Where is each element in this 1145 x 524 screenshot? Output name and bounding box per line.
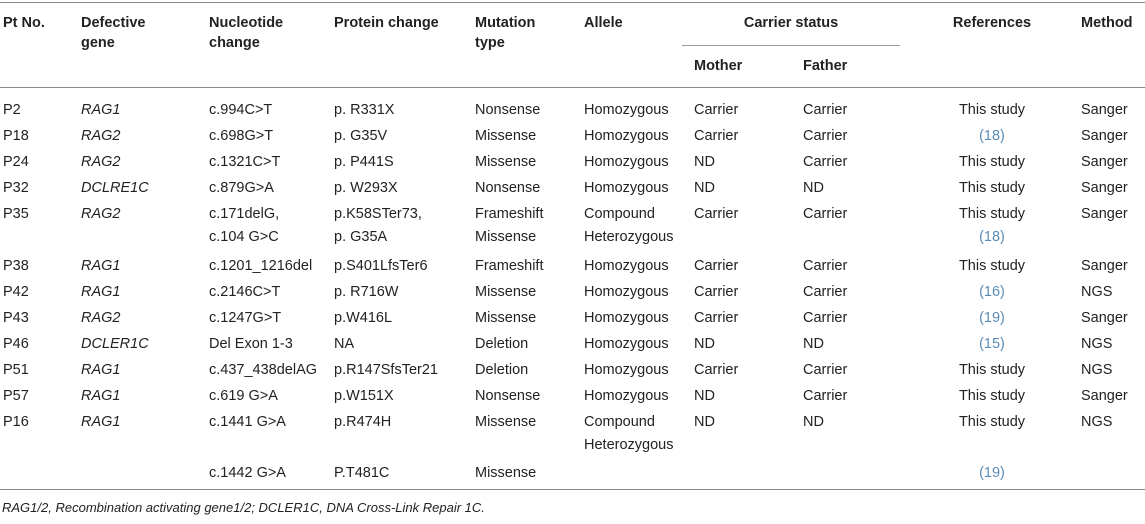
cell-reference: This study [958, 414, 1026, 430]
cell-method: Sanger [1081, 180, 1128, 196]
cell-pt-no: P24 [3, 154, 29, 170]
header-protein-change: Protein change [334, 15, 439, 31]
cell-allele: Homozygous [584, 102, 669, 118]
cell-method: Sanger [1081, 388, 1128, 404]
cell-pt-no: P46 [3, 336, 29, 352]
cell-allele: Homozygous [584, 388, 669, 404]
cell-defective-gene: RAG1 [81, 414, 121, 430]
header-defective-gene-line1: Defective [81, 15, 146, 31]
cell-allele: Compound [584, 206, 655, 222]
top-rule [0, 2, 1145, 3]
cell-protein-change: p. G35V [334, 128, 388, 144]
cell-nucleotide-change: c.104 G>C [209, 229, 279, 245]
cell-mutation-type: Missense [475, 284, 537, 300]
cell-mutation-type: Nonsense [475, 180, 541, 196]
cell-carrier-father: Carrier [803, 206, 848, 222]
cell-pt-no: P16 [3, 414, 29, 430]
cell-pt-no: P18 [3, 128, 29, 144]
cell-reference: This study [958, 258, 1026, 274]
header-mutation-type-line2: type [475, 35, 505, 51]
cell-mutation-type: Missense [475, 414, 537, 430]
cell-carrier-father: Carrier [803, 388, 848, 404]
cell-carrier-mother: Carrier [694, 310, 739, 326]
header-method: Method [1081, 15, 1133, 31]
cell-method: Sanger [1081, 206, 1128, 222]
header-nucleotide-line1: Nucleotide [209, 15, 284, 31]
cell-defective-gene: DCLER1C [81, 336, 149, 352]
carrier-status-rule [682, 45, 900, 46]
cell-mutation-type: Missense [475, 465, 537, 481]
cell-nucleotide-change: c.879G>A [209, 180, 274, 196]
cell-reference: This study [958, 102, 1026, 118]
cell-defective-gene: RAG1 [81, 102, 121, 118]
cell-defective-gene: RAG2 [81, 128, 121, 144]
cell-allele: Homozygous [584, 154, 669, 170]
cell-carrier-father: Carrier [803, 310, 848, 326]
cell-carrier-mother: ND [694, 336, 715, 352]
cell-protein-change: NA [334, 336, 355, 352]
header-mother: Mother [694, 58, 743, 74]
cell-protein-change: p.K58STer73, [334, 206, 422, 222]
header-allele: Allele [584, 15, 623, 31]
cell-nucleotide-change: c.1442 G>A [209, 465, 286, 481]
table-bottom-rule [0, 489, 1145, 490]
cell-carrier-father: ND [803, 336, 824, 352]
cell-allele: Homozygous [584, 336, 669, 352]
header-bottom-rule [0, 87, 1145, 88]
header-mutation-type-line1: Mutation [475, 15, 536, 31]
reference-link[interactable]: (18) [979, 229, 1005, 245]
cell-method: Sanger [1081, 258, 1128, 274]
cell-nucleotide-change: c.1247G>T [209, 310, 282, 326]
cell-method: NGS [1081, 414, 1113, 430]
cell-pt-no: P43 [3, 310, 29, 326]
cell-mutation-type: Missense [475, 310, 537, 326]
cell-defective-gene: RAG2 [81, 206, 121, 222]
cell-protein-change: p. W293X [334, 180, 398, 196]
cell-allele: Compound [584, 414, 655, 430]
cell-protein-change: p. G35A [334, 229, 388, 245]
cell-reference: This study [958, 388, 1026, 404]
cell-defective-gene: RAG1 [81, 362, 121, 378]
cell-method: NGS [1081, 362, 1113, 378]
cell-defective-gene: RAG2 [81, 154, 121, 170]
reference-link[interactable]: (16) [979, 284, 1005, 300]
cell-pt-no: P32 [3, 180, 29, 196]
cell-allele: Homozygous [584, 258, 669, 274]
cell-method: Sanger [1081, 310, 1128, 326]
cell-defective-gene: RAG2 [81, 310, 121, 326]
cell-allele: Heterozygous [584, 229, 674, 245]
cell-nucleotide-change: c.2146C>T [209, 284, 281, 300]
cell-carrier-father: ND [803, 180, 824, 196]
header-references: References [952, 15, 1032, 31]
cell-carrier-father: ND [803, 414, 824, 430]
cell-allele: Homozygous [584, 284, 669, 300]
reference-link[interactable]: (15) [979, 336, 1005, 352]
cell-method: Sanger [1081, 128, 1128, 144]
cell-carrier-father: Carrier [803, 362, 848, 378]
cell-nucleotide-change: c.994C>T [209, 102, 273, 118]
cell-nucleotide-change: c.1321C>T [209, 154, 281, 170]
cell-protein-change: p.R147SfsTer21 [334, 362, 438, 378]
cell-defective-gene: RAG1 [81, 284, 121, 300]
cell-carrier-father: Carrier [803, 284, 848, 300]
cell-reference: This study [958, 362, 1026, 378]
cell-carrier-mother: ND [694, 388, 715, 404]
cell-mutation-type: Deletion [475, 362, 529, 378]
cell-carrier-mother: ND [694, 154, 715, 170]
cell-nucleotide-change: Del Exon 1-3 [209, 336, 293, 352]
cell-carrier-mother: Carrier [694, 128, 739, 144]
cell-defective-gene: DCLRE1C [81, 180, 149, 196]
cell-nucleotide-change: c.1201_1216del [209, 258, 313, 274]
cell-method: NGS [1081, 284, 1113, 300]
cell-carrier-father: Carrier [803, 258, 848, 274]
cell-protein-change: p.R474H [334, 414, 392, 430]
cell-carrier-mother: Carrier [694, 102, 739, 118]
cell-nucleotide-change: c.698G>T [209, 128, 274, 144]
header-carrier-status: Carrier status [743, 15, 839, 31]
header-nucleotide-line2: change [209, 35, 260, 51]
cell-defective-gene: RAG1 [81, 388, 121, 404]
cell-protein-change: p.W416L [334, 310, 393, 326]
cell-allele: Heterozygous [584, 437, 674, 453]
cell-nucleotide-change: c.1441 G>A [209, 414, 286, 430]
cell-carrier-mother: Carrier [694, 362, 739, 378]
cell-carrier-mother: Carrier [694, 258, 739, 274]
cell-method: Sanger [1081, 154, 1128, 170]
reference-link[interactable]: (18) [979, 128, 1005, 144]
cell-carrier-father: Carrier [803, 102, 848, 118]
cell-nucleotide-change: c.437_438delAG [209, 362, 318, 378]
cell-pt-no: P35 [3, 206, 29, 222]
cell-carrier-mother: ND [694, 414, 715, 430]
cell-allele: Homozygous [584, 310, 669, 326]
cell-protein-change: P.T481C [334, 465, 390, 481]
cell-mutation-type: Missense [475, 128, 537, 144]
cell-pt-no: P38 [3, 258, 29, 274]
cell-mutation-type: Missense [475, 229, 537, 245]
cell-nucleotide-change: c.171delG, [209, 206, 280, 222]
cell-protein-change: p.S401LfsTer6 [334, 258, 428, 274]
header-defective-gene-line2: gene [81, 35, 115, 51]
cell-mutation-type: Frameshift [475, 258, 544, 274]
cell-protein-change: p.W151X [334, 388, 394, 404]
reference-link[interactable]: (19) [979, 310, 1005, 326]
cell-pt-no: P2 [3, 102, 21, 118]
cell-pt-no: P51 [3, 362, 29, 378]
cell-reference: This study [958, 154, 1026, 170]
header-pt-no: Pt No. [3, 15, 45, 31]
cell-carrier-father: Carrier [803, 154, 848, 170]
cell-mutation-type: Missense [475, 154, 537, 170]
cell-mutation-type: Deletion [475, 336, 529, 352]
cell-carrier-mother: ND [694, 180, 715, 196]
cell-allele: Homozygous [584, 362, 669, 378]
reference-link[interactable]: (19) [979, 465, 1005, 481]
cell-pt-no: P42 [3, 284, 29, 300]
cell-allele: Homozygous [584, 180, 669, 196]
cell-mutation-type: Nonsense [475, 388, 541, 404]
cell-protein-change: p. R716W [334, 284, 399, 300]
cell-mutation-type: Nonsense [475, 102, 541, 118]
cell-defective-gene: RAG1 [81, 258, 121, 274]
cell-protein-change: p. R331X [334, 102, 395, 118]
header-father: Father [803, 58, 848, 74]
cell-method: Sanger [1081, 102, 1128, 118]
cell-pt-no: P57 [3, 388, 29, 404]
cell-carrier-father: Carrier [803, 128, 848, 144]
table-footnote: RAG1/2, Recombination activating gene1/2; DCLER1C, DNA Cross-Link Repair 1C. [2, 500, 485, 515]
cell-mutation-type: Frameshift [475, 206, 544, 222]
cell-reference: This study [958, 206, 1026, 222]
cell-allele: Homozygous [584, 128, 669, 144]
cell-carrier-mother: Carrier [694, 206, 739, 222]
cell-reference: This study [958, 180, 1026, 196]
cell-carrier-mother: Carrier [694, 284, 739, 300]
cell-nucleotide-change: c.619 G>A [209, 388, 278, 404]
cell-method: NGS [1081, 336, 1113, 352]
cell-protein-change: p. P441S [334, 154, 394, 170]
